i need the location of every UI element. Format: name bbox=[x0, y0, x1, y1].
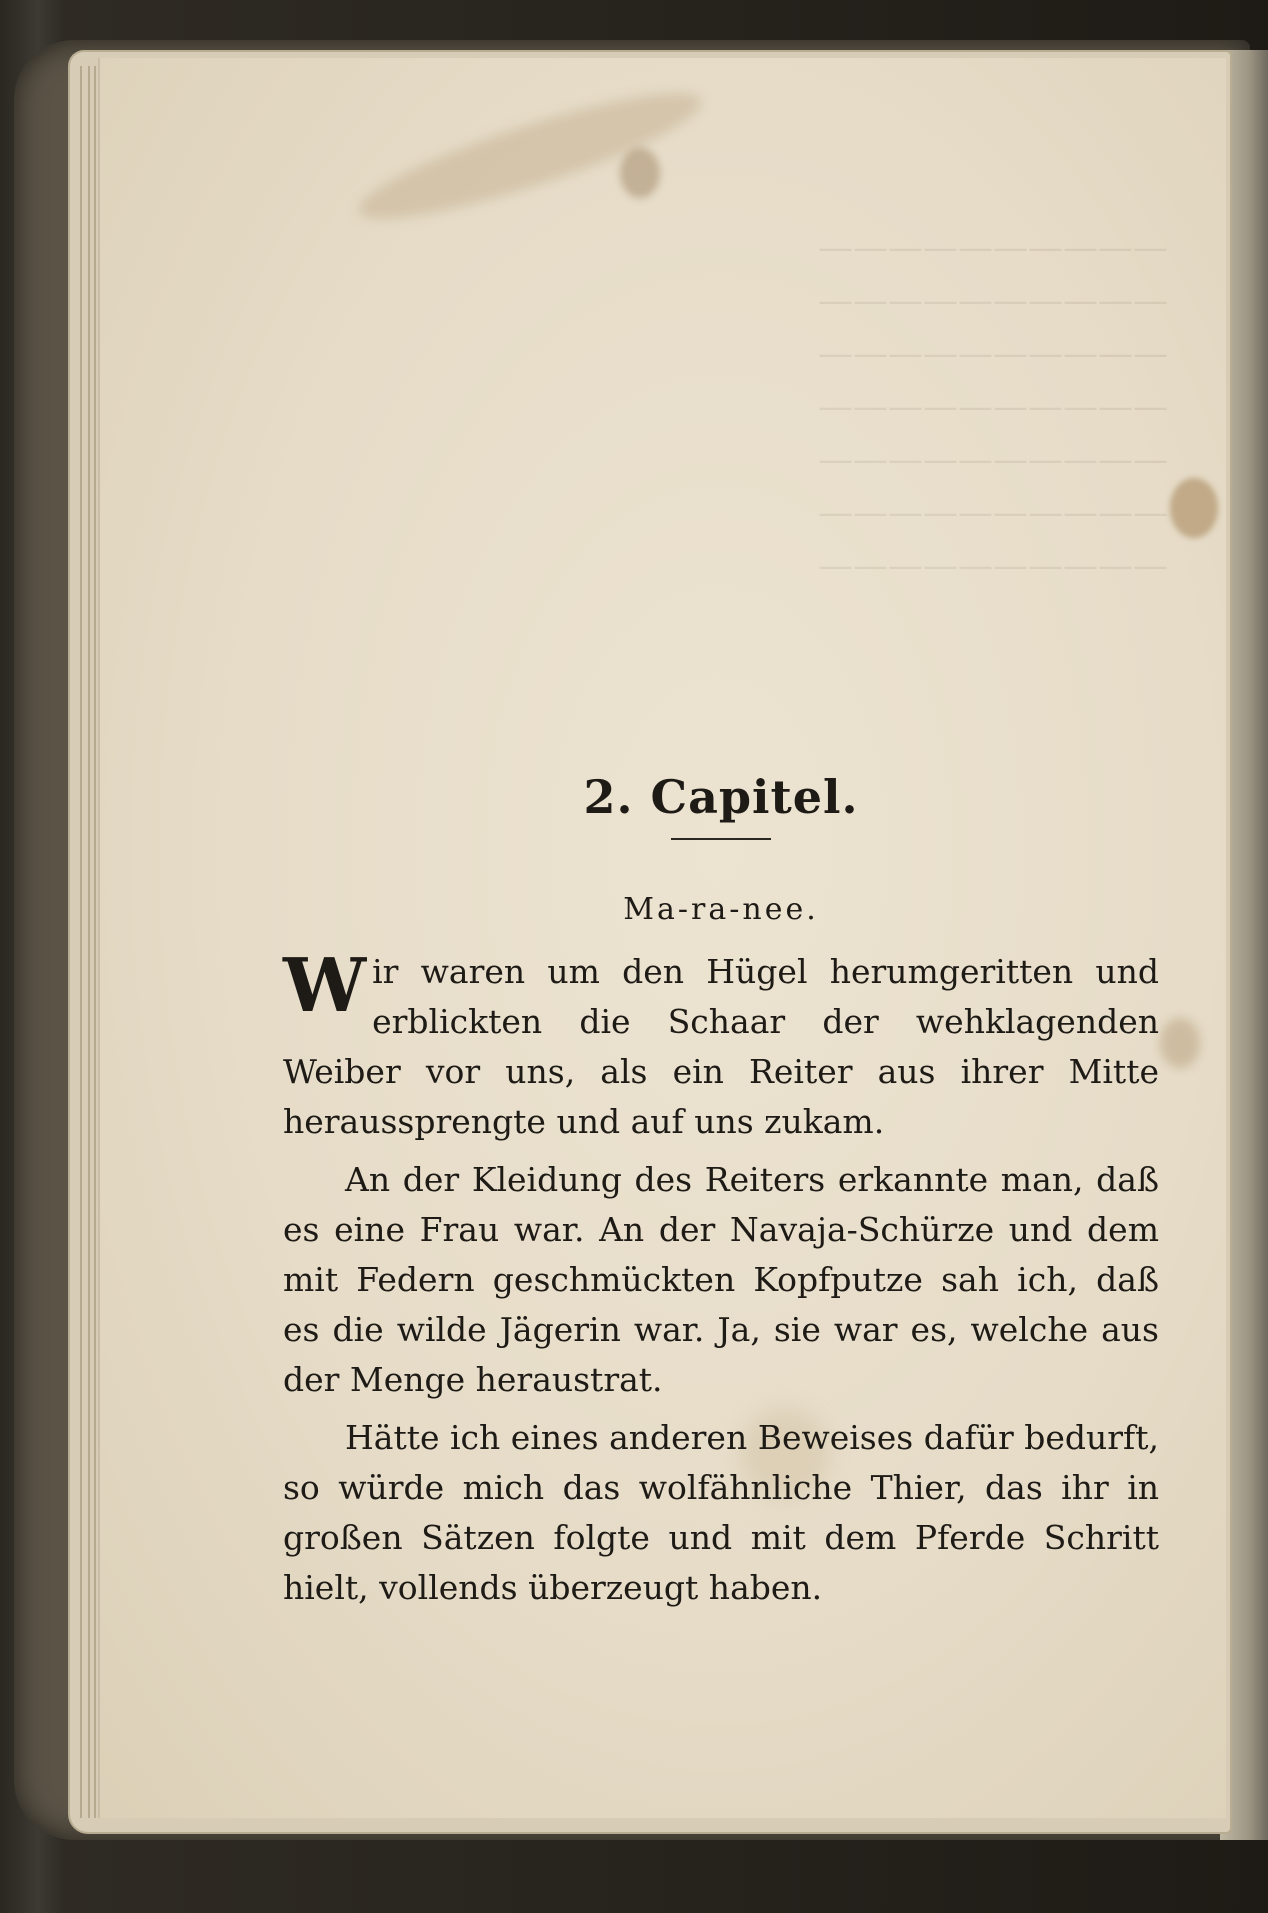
paragraph bbox=[283, 1155, 1159, 1405]
chapter-title: 2. Capitel. bbox=[583, 770, 859, 824]
paragraph-text: Hätte ich eines anderen Beweises dafür bedurft, so würde mich das wolfähnliche Thier, das ihr in großen Sätzen folgte und mit dem Pferde Schritt hielt, vollends überzeugt haben. bbox=[283, 1418, 1159, 1607]
paragraph-text: ir waren um den Hügel herumgeritten und erblickten die Schaar der wehklagenden Weiber vor uns, als ein Reiter aus ihrer Mitte heraussprengte und auf uns zukam. bbox=[283, 952, 1159, 1141]
stain bbox=[1170, 478, 1218, 538]
paragraph bbox=[283, 1413, 1159, 1613]
page-edge-line bbox=[94, 66, 96, 1818]
stain bbox=[1160, 1018, 1200, 1068]
paragraph-text: An der Kleidung des Reiters erkannte man, daß es eine Frau war. An der Navaja-Schürze und dem mit Federn geschmückten Kopfputze sah ich, daß es die wilde Jägerin war. Ja, sie war es, welche aus der Menge heraustrat. bbox=[283, 1160, 1159, 1399]
title-rule bbox=[671, 838, 771, 840]
page-edge-line bbox=[88, 66, 90, 1818]
stain bbox=[620, 148, 660, 198]
paragraph bbox=[283, 943, 1159, 1147]
page-edge-line bbox=[80, 66, 82, 1818]
page-content bbox=[283, 770, 1159, 1621]
stain bbox=[350, 72, 711, 240]
chapter-subtitle: Ma-ra-nee. bbox=[623, 892, 819, 927]
drop-cap: W bbox=[283, 943, 367, 1029]
